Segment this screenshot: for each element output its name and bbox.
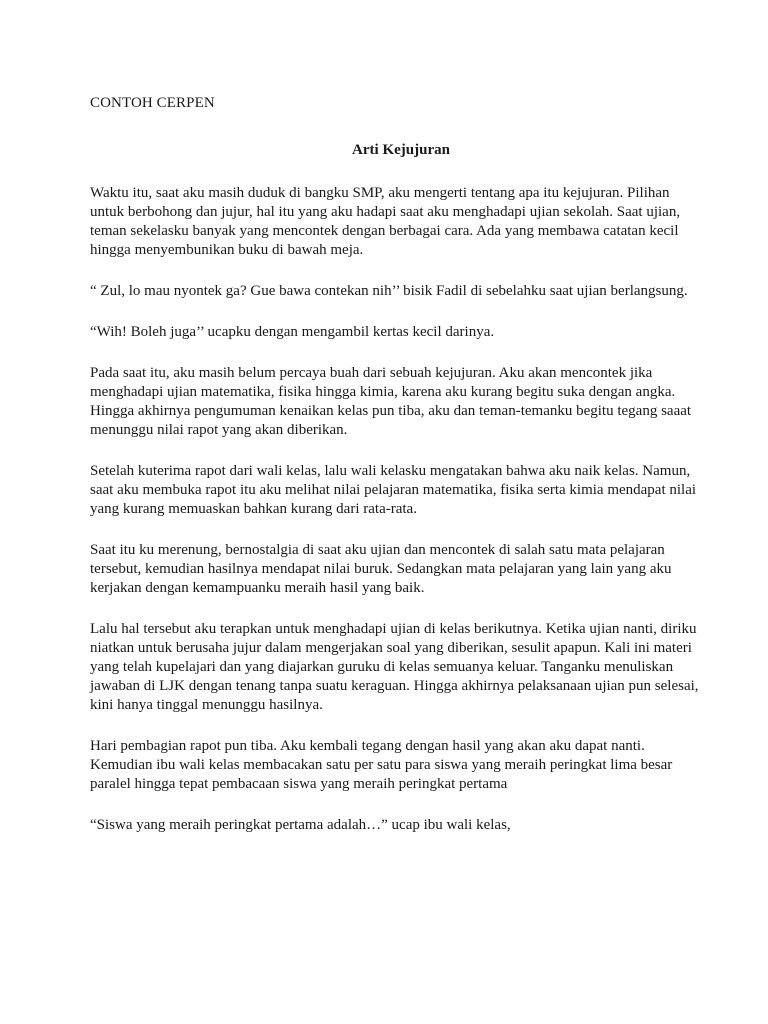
document-label: CONTOH CERPEN bbox=[90, 95, 215, 111]
paragraph-4: Pada saat itu, aku masih belum percaya buah dari sebuah kejujuran. Aku akan mencontek jika menghadapi ujian matematika, fisika hingga kimia, karena aku kurang begitu suka dengan angka. Hingga akhirnya pengumuman kenaikan kelas pun tiba, aku dan teman-temanku begitu tegang saaat menunggu nilai rapot yang akan diberikan. bbox=[90, 365, 692, 438]
paragraph-8: Hari pembagian rapot pun tiba. Aku kembali tegang dengan hasil yang akan aku dapat nanti. Kemudian ibu wali kelas membacakan satu per satu para siswa yang meraih peringkat lima besar paralel hingga tepat pembacaan siswa yang meraih peringkat pertama bbox=[90, 738, 673, 792]
paragraph-1: Waktu itu, saat aku masih duduk di bangku SMP, aku mengerti tentang apa itu kejujuran. Pilihan untuk berbohong dan jujur, hal itu yang aku hadapi saat aku menghadapi ujian sekolah. Saat ujian, teman sekelasku banyak yang mencontek dengan berbagai cara. Ada yang membawa catatan kecil hingga menyembunikan buku di bawah meja. bbox=[90, 185, 681, 258]
paragraph-3: “Wih! Boleh juga’’ ucapku dengan mengambil kertas kecil darinya. bbox=[90, 324, 495, 340]
paragraph-5: Setelah kuterima rapot dari wali kelas, lalu wali kelasku mengatakan bahwa aku naik kelas. Namun, saat aku membuka rapot itu aku melihat nilai pelajaran matematika, fisika serta kimia mendapat nilai yang kurang memuaskan bahkan kurang dari rata-rata. bbox=[90, 463, 697, 517]
paragraph-7: Lalu hal tersebut aku terapkan untuk menghadapi ujian di kelas berikutnya. Ketika ujian nanti, diriku niatkan untuk berusaha jujur dalam mengerjakan soal yang diberikan, sesulit apapun. Kali ini materi yang telah kupelajari dan yang diajarkan guruku di kelas semuanya keluar. Tanganku menuliskan jawaban di LJK dengan tenang tanpa suatu keraguan. Hingga akhirnya pelaksanaan ujian pun selesai, kini hanya tinggal menunggu hasilnya. bbox=[90, 621, 699, 713]
document-page bbox=[90, 95, 699, 857]
paragraph-6: Saat itu ku merenung, bernostalgia di saat aku ujian dan mencontek di salah satu mata pelajaran tersebut, kemudian hasilnya mendapat nilai buruk. Sedangkan mata pelajaran yang lain yang aku kerjakan dengan kemampuanku meraih hasil yang baik. bbox=[90, 542, 672, 596]
paragraph-9: “Siswa yang meraih peringkat pertama adalah…” ucap ibu wali kelas, bbox=[90, 817, 511, 833]
story-title: Arti Kejujuran bbox=[352, 142, 450, 158]
paragraph-2: “ Zul, lo mau nyontek ga? Gue bawa contekan nih’’ bisik Fadil di sebelahku saat ujian berlangsung. bbox=[90, 283, 688, 299]
